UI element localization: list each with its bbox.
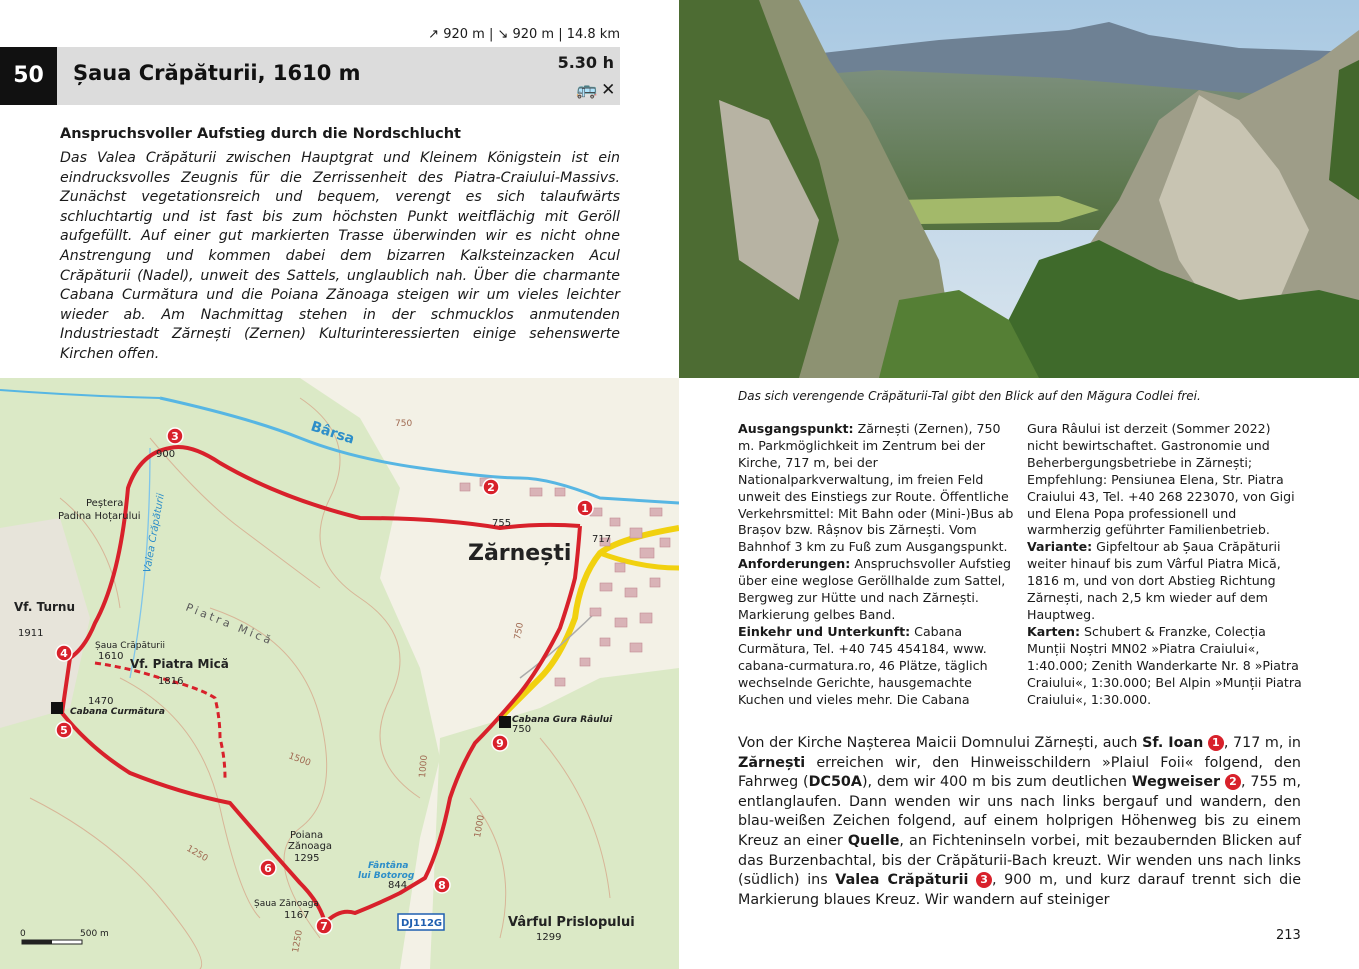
text-accommodation: Cabana Curmătura, Tel. +40 745 454184, www. cabana-curmatura.ro, 46 Plätze, täglich wechselnde Gerichte, hausgemachte Kuchen und vieles mehr. Die Cabana [738, 623, 988, 707]
map-label-fantana1: Fântâna [368, 861, 409, 871]
label-variant: Variante: [1027, 539, 1093, 555]
label-requirements: Anforderungen: [738, 556, 851, 572]
map-label-1610: 1610 [98, 651, 124, 662]
svg-text:0: 0 [20, 929, 26, 939]
facility-icons [572, 80, 615, 100]
map-label-750b: 750 [512, 724, 532, 735]
text-accommodation-cont: Gura Râului ist derzeit (Sommer 2022) nicht bewirtschaftet. Gastronomie und Beherbergungsbetriebe in Zărnești; Empfehlung: Pensiunea Elena, Str. Piatra Craiului 43, Tel. +40 268 223070, von Gigi und Elena Popa professionell und warmherzig geführter Familienbetrieb. [1027, 421, 1295, 538]
map-label-844: 844 [388, 880, 408, 891]
map-label-contour-1500: 1500 [286, 751, 312, 769]
tour-stats: ↗ 920 m | ↘ 920 m | 14.8 km [428, 27, 620, 42]
map-label-755: 755 [492, 518, 512, 529]
map-label-vf-piatra-mica: Vf. Piatra Mică [130, 657, 229, 671]
tour-number: 50 [0, 47, 57, 105]
map-label-pestera: Peștera [86, 498, 124, 509]
label-accommodation: Einkehr und Unterkunft: [738, 623, 911, 639]
map-label-dj112g: DJ112G [401, 918, 443, 929]
text-requirements: Anspruchsvoller Aufstieg über eine weglose Geröllhalde zum Sattel, Bergweg zur Hütte und nach Zărnești. Markierung gelbes Band. [738, 556, 1011, 622]
intro-text: Das Valea Crăpăturii zwischen Hauptgrat und Kleinem Königstein ist ein eindrucksvolles Zeugnis für die Zerrissenheit des Piatra-Craiului-Massivs. Zunächst vegetationsreich und bequem, verengt es sich talaufwärts schluchtartig und ist fast bis zum höchsten Punkt weitflächig mit Geröll aufgefüllt. Auf einer gut markierten Trasse überwinden wir es nicht ohne Anstrengung und kommen dabei dem bizarren Kalksteinzacken Acul Crăpăturii (Nadel), unweit des Sattels, unglaublich nah. Über die charmante Cabana Curmătura und die Poiana Zănoaga steigen wir um vieles leichter wieder ab. Am Nachmittag stehen in der schmucklos anmutenden Industriestadt Zărnești (Zernen) Kulturinteressierten einige sehenswerte Kirchen offen. [60, 150, 620, 362]
map-label-contour-1000b: 1000 [473, 814, 487, 839]
waypoint-marker: 1 [1208, 735, 1224, 751]
map-label-1470: 1470 [88, 696, 114, 707]
map-label-1295: 1295 [294, 853, 320, 864]
text-start: Zărnești (Zernen), 750 m. Parkmöglichkeit im Zentrum bei der Kirche, 717 m, bei der Nationalparkverwaltung, im freien Feld unweit des Einstiegs zur Route. Öffentliche Verkehrsmittel: Mit Bahn oder (Mini-)Bus ab Brașov bzw. Râșnov bis Zărnești. Vom Bahnhof 3 km zu Fuß zum Ausgangspunkt. [738, 421, 1014, 555]
map-waypoint-7 [316, 918, 332, 934]
map-label-1816: 1816 [158, 676, 184, 687]
map-label-piatra-mica-range: Piatra Mică [183, 600, 276, 648]
svg-text:1: 1 [581, 502, 589, 515]
map-label-900: 900 [156, 449, 176, 460]
intro-heading: Anspruchsvoller Aufstieg durch die Nordschlucht [60, 126, 461, 142]
map-label-1167: 1167 [284, 910, 310, 921]
waypoint-marker: 2 [1225, 774, 1241, 790]
text-maps: Schubert & Franzke, Colecția Munții Noștri MN02 »Piatra Craiului«, 1:40.000; Zenith Wanderkarte Nr. 8 »Piatra Craiului«, 1:30.000; Bel Alpin »Munții Piatra Craiului«, 1:30.000. [1027, 623, 1302, 707]
map-label-valea: Valea Crăpăturii [142, 492, 167, 574]
route-map [0, 378, 679, 969]
map-label-750a: 750 [395, 419, 413, 429]
map-label-fantana2: lui Botorog [358, 871, 415, 881]
label-start: Ausgangspunkt: [738, 421, 854, 436]
map-label-saua-zan: Șaua Zănoaga [254, 899, 319, 909]
svg-text:2: 2 [487, 481, 495, 494]
landscape-photo [679, 0, 1359, 378]
waypoint-marker: 3 [976, 872, 992, 888]
map-label-zanoaga: Zănoaga [288, 841, 333, 852]
map-label-cabana-curm: Cabana Curmătura [70, 707, 165, 717]
svg-text:3: 3 [171, 430, 179, 443]
map-label-contour-750: 750 [513, 621, 526, 641]
svg-text:6: 6 [264, 862, 272, 875]
duration: 5.30 h [557, 53, 614, 72]
page-number: 213 [1276, 928, 1301, 943]
map-label-padina: Padina Hoțarului [58, 511, 141, 522]
map-label-barsa: Bârsa [308, 418, 357, 448]
label-maps: Karten: [1027, 623, 1081, 639]
map-waypoint-8 [434, 877, 450, 893]
hut-icon [499, 716, 511, 728]
tour-title: Șaua Crăpăturii, 1610 m [73, 61, 361, 85]
map-label-1911: 1911 [18, 628, 44, 639]
map-waypoint-4 [56, 645, 72, 661]
bus-icon: 🚌 [576, 80, 598, 100]
info-column-left [738, 421, 1016, 708]
map-waypoint-1 [577, 500, 593, 516]
map-waypoint-2 [483, 479, 499, 495]
map-waypoint-9 [492, 735, 508, 751]
map-label-varful: Vârful Prislopului [508, 915, 635, 930]
svg-text:8: 8 [438, 879, 446, 892]
svg-text:500 m: 500 m [80, 929, 109, 939]
map-label-saua-crap: Șaua Crăpăturii [95, 641, 165, 651]
route-description: Von der Kirche Nașterea Maicii Domnului Zărnești, auch Sf. Ioan 1 , 717 m, in Zărnești erreichen wir, den Hinweisschildern »Plaiul Foii« folgend, den Fahrweg (DC50A), dem wir 400 m bis zum deutlichen Wegweiser 2 , 755 m, entlanglaufen. Dann wenden wir uns nach links bergauf und wandern, den blau-weißen Zeichen folgend, auf einem holprigen Höhenweg bis zu einem Kreuz an einer Quelle, an Fichteninseln vorbei, mit bezaubernden Blicken auf das Burzenbachtal, bis der Crăpăturii-Bach kreuzt. Wir wenden uns nach links (südlich) ins Valea Crăpăturii 3 , 900 m, und kurz darauf trennt sich die Markierung blaues Kreuz. Wir wandern auf steiniger [738, 735, 1301, 908]
map-label-1299: 1299 [536, 932, 562, 943]
map-label-cabana-gura: Cabana Gura Râului [512, 715, 613, 725]
text-variant: Gipfeltour ab Șaua Crăpăturii weiter hinauf bis zum Vârful Piatra Mică, 1816 m, und von dort Abstieg Richtung Zărnești, nach 2,5 km wieder auf dem Hauptweg. [1027, 539, 1281, 622]
hut-icon [51, 702, 63, 714]
map-label-poiana: Poiana [290, 830, 324, 841]
map-label-contour-1250a: 1250 [184, 843, 210, 865]
restaurant-icon: ✕ [601, 80, 616, 100]
svg-text:4: 4 [60, 647, 68, 660]
svg-text:9: 9 [496, 737, 504, 750]
map-label-contour-1250b: 1250 [291, 929, 305, 954]
map-label-turnu: Vf. Turnu [14, 600, 76, 614]
map-label-717: 717 [592, 534, 612, 545]
map-label-zarnesti: Zărnești [468, 541, 572, 566]
info-column-right [1027, 421, 1302, 708]
map-waypoint-6 [260, 860, 276, 876]
photo-caption: Das sich verengende Crăpăturii-Tal gibt den Blick auf den Măgura Codlei frei. [738, 389, 1201, 403]
map-waypoint-3 [167, 428, 183, 444]
map-label-contour-1000a: 1000 [418, 754, 430, 779]
svg-text:5: 5 [60, 724, 68, 737]
svg-text:7: 7 [320, 920, 328, 933]
map-waypoint-5 [56, 722, 72, 738]
